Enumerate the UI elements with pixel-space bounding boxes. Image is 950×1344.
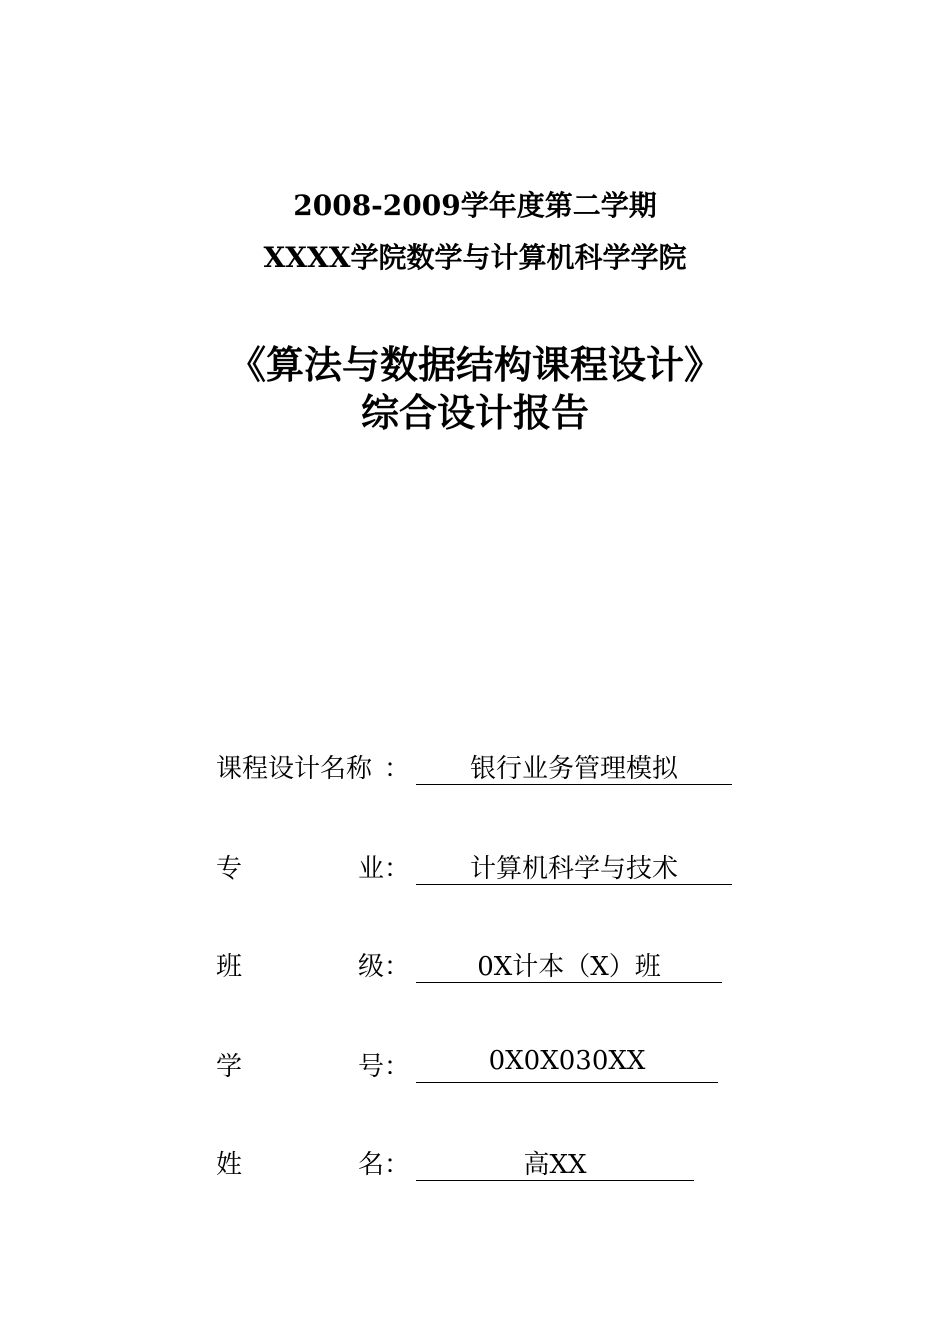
- school-heading: XXXX学院数学与计算机科学学院: [263, 241, 687, 274]
- name-label-first: 姓: [216, 1150, 243, 1180]
- class-label-group: [216, 946, 416, 986]
- major-label-group: [216, 848, 416, 888]
- name-value: 高XX: [416, 1144, 694, 1181]
- course-name-label: 课程设计名称: [216, 754, 373, 784]
- report-subtitle: 综合设计报告: [360, 391, 589, 435]
- student-id-label-first: 学: [216, 1052, 243, 1082]
- student-id-label-group: [216, 1046, 416, 1086]
- course-name-colon: ：: [384, 754, 411, 784]
- student-id-colon: ：: [384, 1052, 411, 1082]
- major-label-last: 业: [358, 854, 385, 884]
- major-value: 计算机科学与技术: [416, 848, 732, 885]
- name-label-group: [216, 1144, 416, 1184]
- report-title: 《算法与数据结构课程设计》: [227, 343, 722, 387]
- student-id-label-last: 号: [358, 1052, 385, 1082]
- major-colon: ：: [384, 854, 411, 884]
- major-label-first: 专: [216, 854, 243, 884]
- class-label-first: 班: [216, 952, 243, 982]
- course-name-label-group: [216, 748, 416, 788]
- semester-heading: 2008-2009学年度第二学期: [293, 189, 657, 222]
- class-value: 0X计本（X）班: [416, 946, 722, 983]
- class-label-last: 级: [358, 952, 385, 982]
- class-colon: ：: [384, 952, 411, 982]
- course-name-value: 银行业务管理模拟: [416, 748, 732, 785]
- name-label-last: 名: [358, 1150, 385, 1180]
- name-colon: ：: [384, 1150, 411, 1180]
- student-id-value: 0X0X030XX: [416, 1046, 718, 1083]
